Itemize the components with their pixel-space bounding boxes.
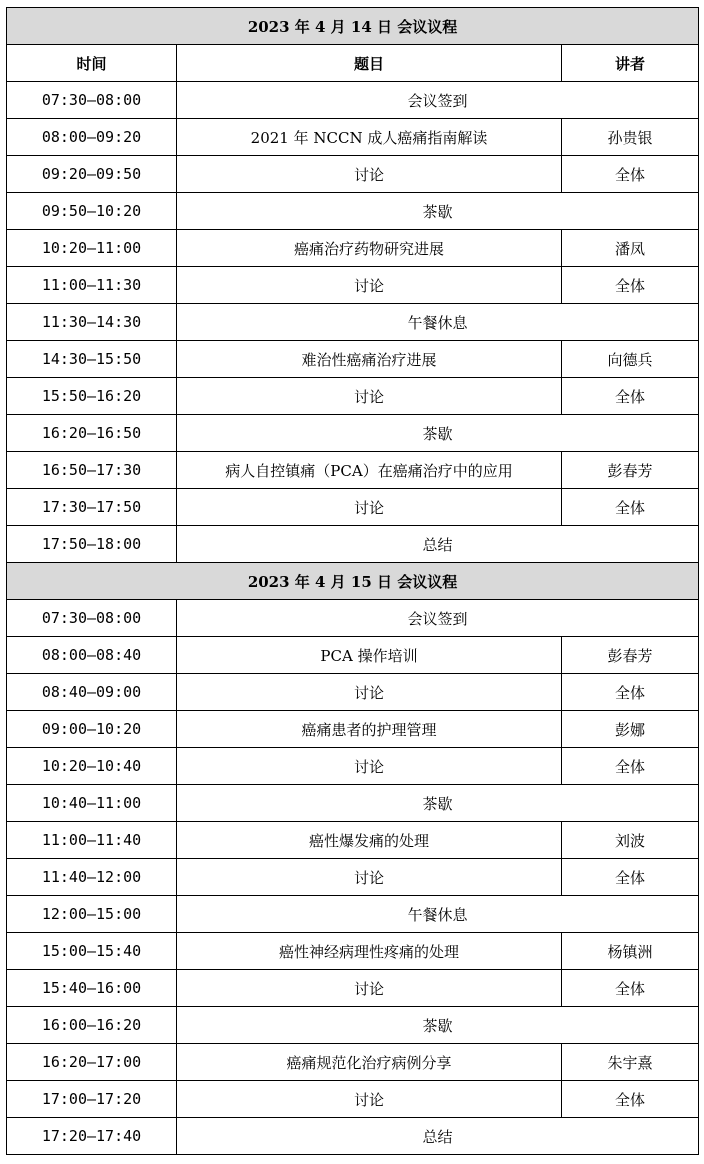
speaker-cell: 全体 <box>562 674 699 711</box>
time-cell: 08:00—09:20 <box>7 119 177 156</box>
time-cell: 10:20—10:40 <box>7 748 177 785</box>
topic-cell: 癌性爆发痛的处理 <box>177 822 562 859</box>
topic-cell: 茶歇 <box>177 785 699 822</box>
agenda-body <box>7 8 699 1155</box>
topic-cell: 病人自控镇痛（PCA）在癌痛治疗中的应用 <box>177 452 562 489</box>
time-cell: 15:50—16:20 <box>7 378 177 415</box>
topic-cell: 癌性神经病理性疼痛的处理 <box>177 933 562 970</box>
time-cell: 09:00—10:20 <box>7 711 177 748</box>
time-cell: 17:00—17:20 <box>7 1081 177 1118</box>
speaker-cell: 刘波 <box>562 822 699 859</box>
speaker-cell: 杨镇洲 <box>562 933 699 970</box>
time-cell: 07:30—08:00 <box>7 82 177 119</box>
time-cell: 11:30—14:30 <box>7 304 177 341</box>
speaker-cell: 全体 <box>562 1081 699 1118</box>
speaker-cell: 全体 <box>562 156 699 193</box>
table-row <box>7 415 699 452</box>
day-title: 2023 年 4 月 14 日 会议议程 <box>7 8 699 45</box>
time-cell: 15:40—16:00 <box>7 970 177 1007</box>
speaker-cell: 潘凤 <box>562 230 699 267</box>
column-header-speaker: 讲者 <box>562 45 699 82</box>
time-cell: 11:00—11:40 <box>7 822 177 859</box>
column-header-row <box>7 45 699 82</box>
speaker-cell: 全体 <box>562 748 699 785</box>
column-header-topic: 题目 <box>177 45 562 82</box>
speaker-cell: 全体 <box>562 378 699 415</box>
speaker-cell: 孙贵银 <box>562 119 699 156</box>
speaker-cell: 全体 <box>562 970 699 1007</box>
table-row <box>7 378 699 415</box>
topic-cell: 茶歇 <box>177 193 699 230</box>
topic-cell: 讨论 <box>177 970 562 1007</box>
topic-cell: PCA 操作培训 <box>177 637 562 674</box>
time-cell: 11:40—12:00 <box>7 859 177 896</box>
speaker-cell: 全体 <box>562 859 699 896</box>
day-title: 2023 年 4 月 15 日 会议议程 <box>7 563 699 600</box>
topic-cell: 午餐休息 <box>177 896 699 933</box>
topic-cell: 会议签到 <box>177 600 699 637</box>
table-row <box>7 859 699 896</box>
table-row <box>7 304 699 341</box>
topic-cell: 讨论 <box>177 748 562 785</box>
topic-cell: 癌痛治疗药物研究进展 <box>177 230 562 267</box>
table-row <box>7 637 699 674</box>
topic-cell: 讨论 <box>177 267 562 304</box>
speaker-cell: 全体 <box>562 489 699 526</box>
time-cell: 09:50—10:20 <box>7 193 177 230</box>
agenda-table <box>6 7 699 1155</box>
topic-cell: 讨论 <box>177 859 562 896</box>
speaker-cell: 彭春芳 <box>562 637 699 674</box>
time-cell: 16:50—17:30 <box>7 452 177 489</box>
table-row <box>7 896 699 933</box>
day-title-row <box>7 8 699 45</box>
topic-cell: 会议签到 <box>177 82 699 119</box>
table-row <box>7 711 699 748</box>
topic-cell: 讨论 <box>177 156 562 193</box>
speaker-cell: 彭娜 <box>562 711 699 748</box>
table-row <box>7 600 699 637</box>
table-row <box>7 230 699 267</box>
time-cell: 14:30—15:50 <box>7 341 177 378</box>
topic-cell: 癌痛规范化治疗病例分享 <box>177 1044 562 1081</box>
time-cell: 07:30—08:00 <box>7 600 177 637</box>
table-row <box>7 674 699 711</box>
table-row <box>7 119 699 156</box>
time-cell: 16:20—17:00 <box>7 1044 177 1081</box>
speaker-cell: 全体 <box>562 267 699 304</box>
table-row <box>7 1007 699 1044</box>
time-cell: 10:40—11:00 <box>7 785 177 822</box>
table-row <box>7 156 699 193</box>
speaker-cell: 彭春芳 <box>562 452 699 489</box>
time-cell: 17:30—17:50 <box>7 489 177 526</box>
speaker-cell: 向德兵 <box>562 341 699 378</box>
topic-cell: 讨论 <box>177 489 562 526</box>
table-row <box>7 1118 699 1155</box>
topic-cell: 难治性癌痛治疗进展 <box>177 341 562 378</box>
table-row <box>7 341 699 378</box>
table-row <box>7 193 699 230</box>
topic-cell: 总结 <box>177 526 699 563</box>
day-title-row <box>7 563 699 600</box>
topic-cell: 茶歇 <box>177 415 699 452</box>
table-row <box>7 526 699 563</box>
topic-cell: 讨论 <box>177 674 562 711</box>
time-cell: 17:50—18:00 <box>7 526 177 563</box>
table-row <box>7 452 699 489</box>
topic-cell: 午餐休息 <box>177 304 699 341</box>
topic-cell: 癌痛患者的护理管理 <box>177 711 562 748</box>
table-row <box>7 822 699 859</box>
time-cell: 15:00—15:40 <box>7 933 177 970</box>
speaker-cell: 朱宇熹 <box>562 1044 699 1081</box>
time-cell: 09:20—09:50 <box>7 156 177 193</box>
topic-cell: 总结 <box>177 1118 699 1155</box>
table-row <box>7 970 699 1007</box>
topic-cell: 2021 年 NCCN 成人癌痛指南解读 <box>177 119 562 156</box>
topic-cell: 讨论 <box>177 378 562 415</box>
time-cell: 08:00—08:40 <box>7 637 177 674</box>
table-row <box>7 1044 699 1081</box>
table-row <box>7 748 699 785</box>
time-cell: 12:00—15:00 <box>7 896 177 933</box>
table-row <box>7 82 699 119</box>
column-header-time: 时间 <box>7 45 177 82</box>
table-row <box>7 1081 699 1118</box>
time-cell: 17:20—17:40 <box>7 1118 177 1155</box>
time-cell: 16:20—16:50 <box>7 415 177 452</box>
topic-cell: 茶歇 <box>177 1007 699 1044</box>
time-cell: 11:00—11:30 <box>7 267 177 304</box>
table-row <box>7 933 699 970</box>
time-cell: 16:00—16:20 <box>7 1007 177 1044</box>
table-row <box>7 489 699 526</box>
table-row <box>7 785 699 822</box>
table-row <box>7 267 699 304</box>
time-cell: 10:20—11:00 <box>7 230 177 267</box>
time-cell: 08:40—09:00 <box>7 674 177 711</box>
topic-cell: 讨论 <box>177 1081 562 1118</box>
